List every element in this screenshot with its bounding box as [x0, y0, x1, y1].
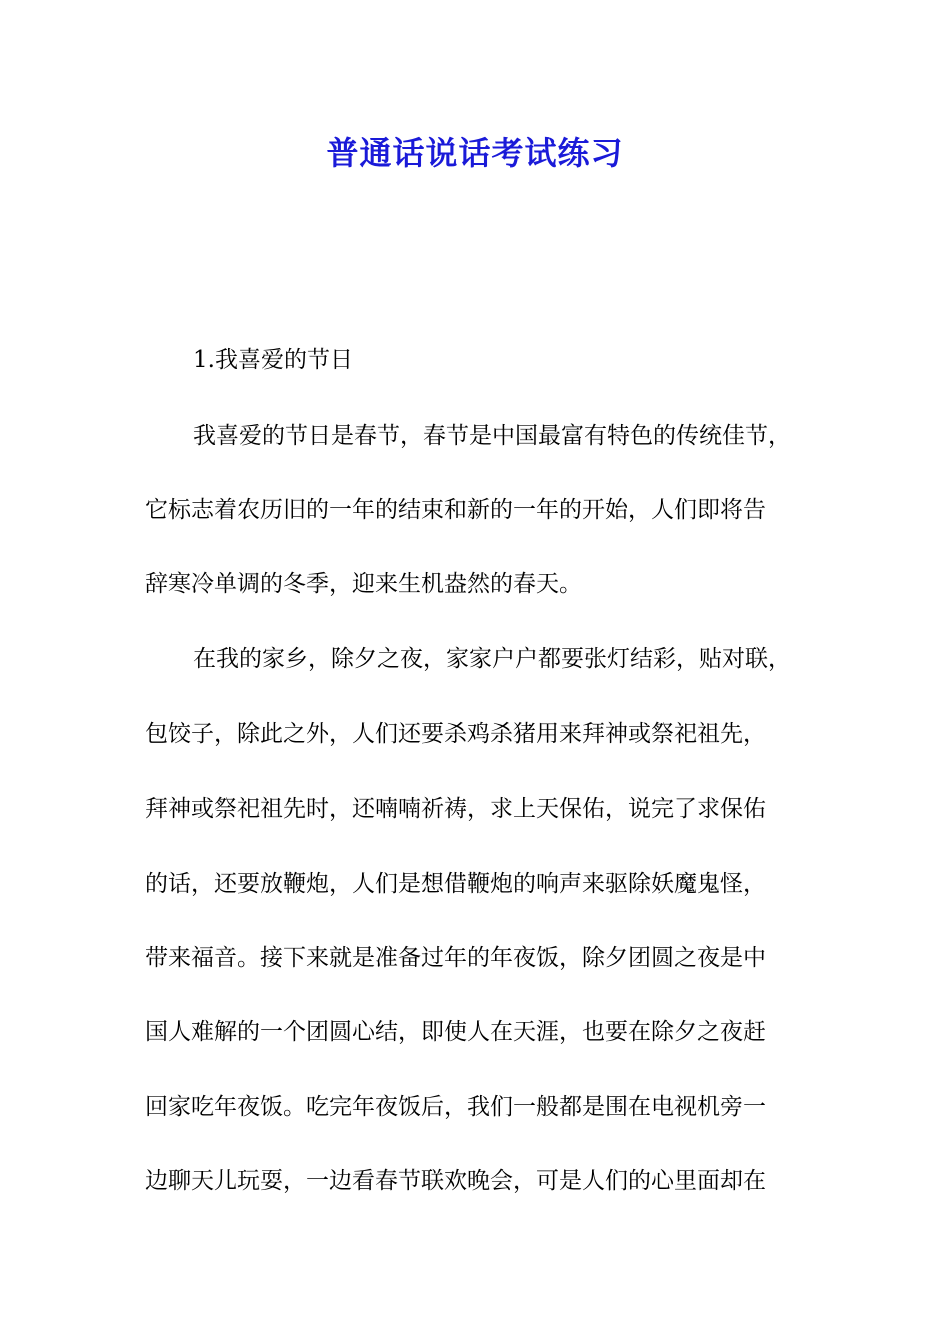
- paragraph-line: 包饺子，除此之外，人们还要杀鸡杀猪用来拜神或祭祀祖先，: [145, 721, 766, 747]
- paragraph-line: 我喜爱的节日是春节，春节是中国最富有特色的传统佳节，: [193, 423, 791, 449]
- page-title: 普通话说话考试练习: [326, 134, 624, 172]
- section-heading: 1.我喜爱的节日: [193, 347, 353, 373]
- paragraph-line: 它标志着农历旧的一年的结束和新的一年的开始，人们即将告: [145, 497, 766, 523]
- paragraph-line: 在我的家乡，除夕之夜，家家户户都要张灯结彩，贴对联，: [193, 646, 791, 672]
- paragraph-line: 的话，还要放鞭炮，人们是想借鞭炮的响声来驱除妖魔鬼怪，: [145, 871, 766, 897]
- paragraph-line: 拜神或祭祀祖先时，还喃喃祈祷，求上天保佑，说完了求保佑: [145, 796, 766, 822]
- paragraph-line: 回家吃年夜饭。吃完年夜饭后，我们一般都是围在电视机旁一: [145, 1094, 766, 1120]
- paragraph-line: 边聊天儿玩耍，一边看春节联欢晚会，可是人们的心里面却在: [145, 1168, 766, 1194]
- paragraph-line: 国人难解的一个团圆心结，即使人在天涯，也要在除夕之夜赶: [145, 1019, 766, 1045]
- paragraph-line: 辞寒冷单调的冬季，迎来生机盎然的春天。: [145, 571, 582, 597]
- paragraph-line: 带来福音。接下来就是准备过年的年夜饭，除夕团圆之夜是中: [145, 945, 766, 971]
